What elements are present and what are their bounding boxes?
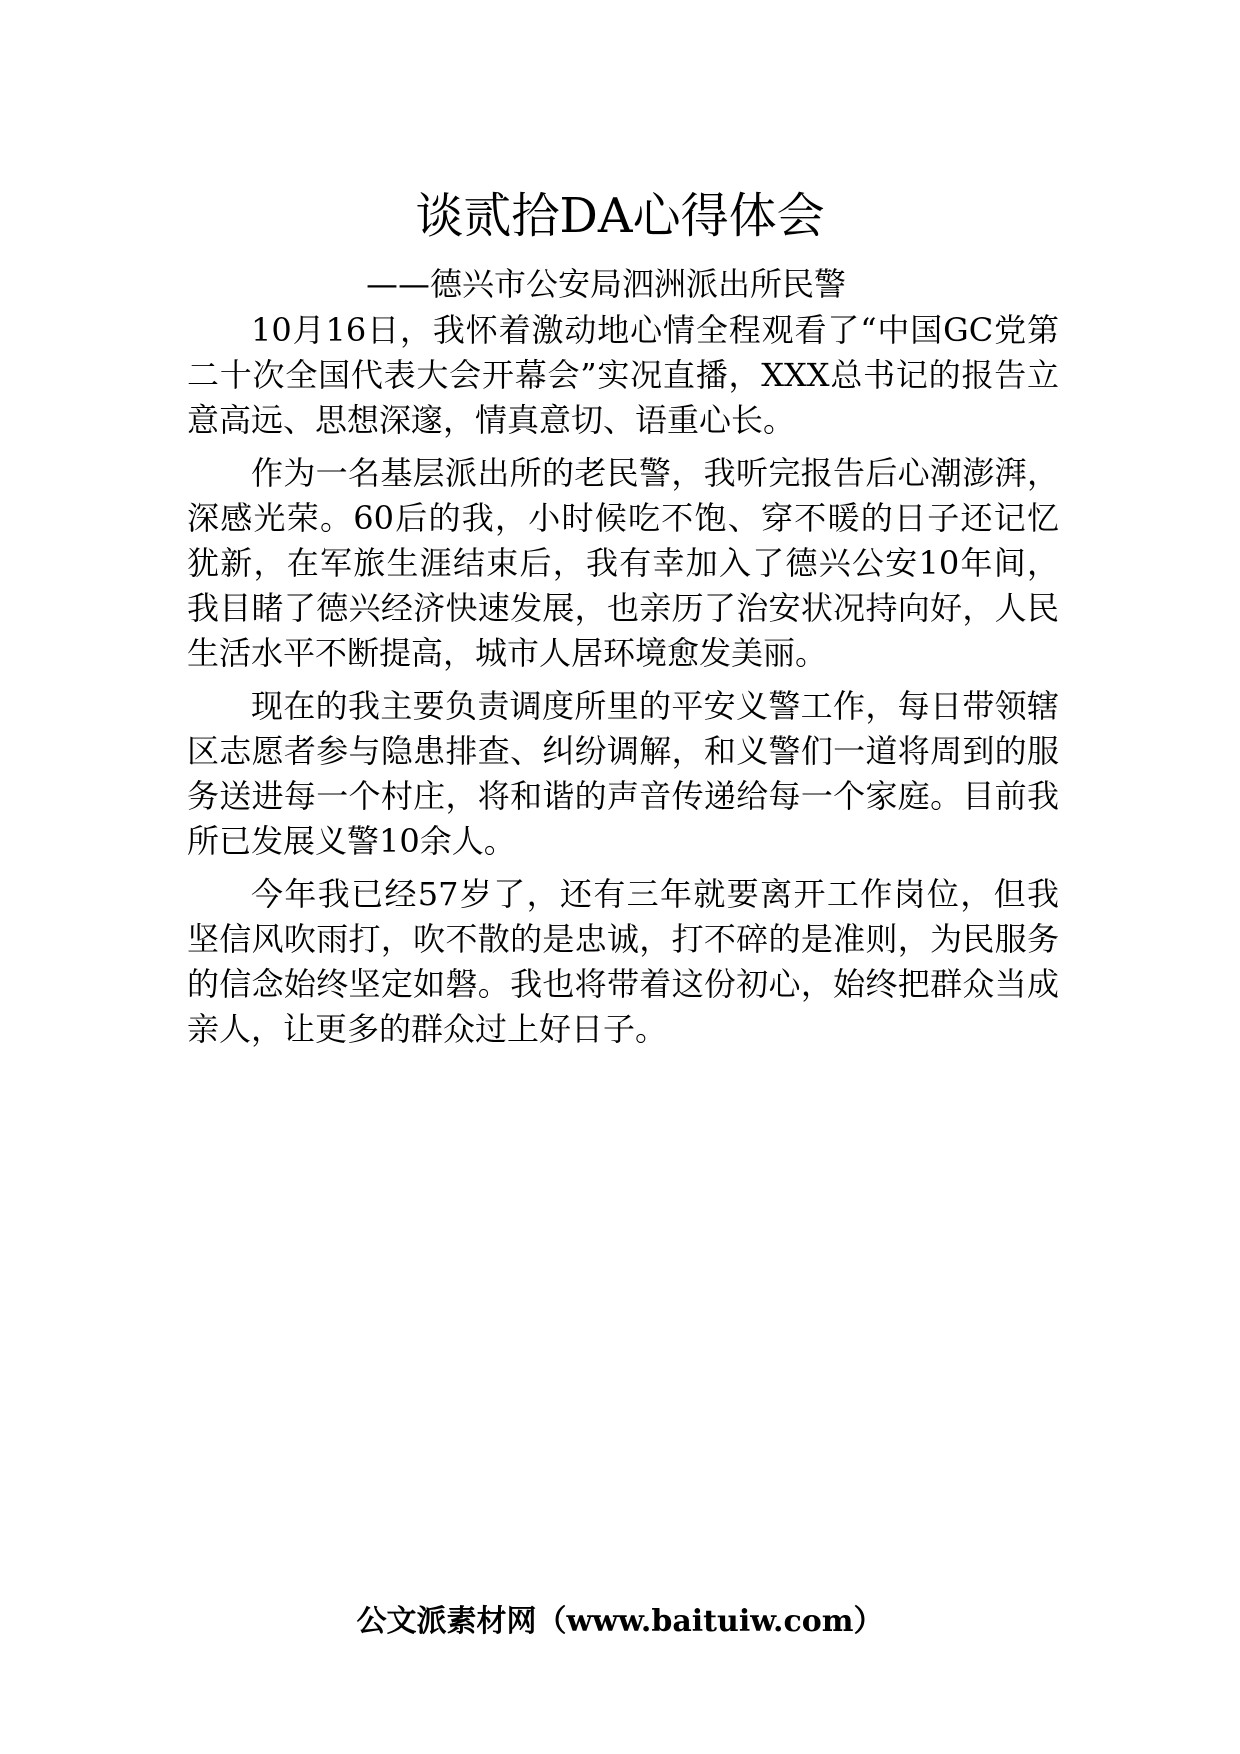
paragraph-1: 10月16日，我怀着激动地心情全程观看了“中国GC党第二十次全国代表大会开幕会”实况直播，XXX总书记的报告立意高远、思想深邃，情真意切、语重心长。	[187, 311, 1059, 439]
document-title: 谈贰拾DA心得体会	[415, 188, 825, 244]
paragraph-2: 作为一名基层派出所的老民警，我听完报告后心潮澎湃，深感光荣。60后的我，小时候吃不饱、穿不暖的日子还记忆犹新，在军旅生涯结束后，我有幸加入了德兴公安10年间，我目睹了德兴经济快速发展，也亲历了治安状况持向好，人民生活水平不断提高，城市人居环境愈发美丽。	[187, 454, 1059, 672]
document-subtitle: ——德兴市公安局泗洲派出所民警	[366, 265, 847, 303]
paragraph-4: 今年我已经57岁了，还有三年就要离开工作岗位，但我坚信风吹雨打，吹不散的是忠诚，打不碎的是准则，为民服务的信念始终坚定如磐。我也将带着这份初心，始终把群众当成亲人，让更多的群众过上好日子。	[187, 875, 1059, 1048]
document-body	[187, 308, 1059, 1060]
paragraph-3: 现在的我主要负责调度所里的平安义警工作，每日带领辖区志愿者参与隐患排查、纠纷调解，和义警们一道将周到的服务送进每一个村庄，将和谐的声音传递给每一个家庭。目前我所已发展义警10余人。	[187, 687, 1059, 860]
source-footer: 公文派素材网（www.baituiw.com）	[356, 1604, 884, 1639]
